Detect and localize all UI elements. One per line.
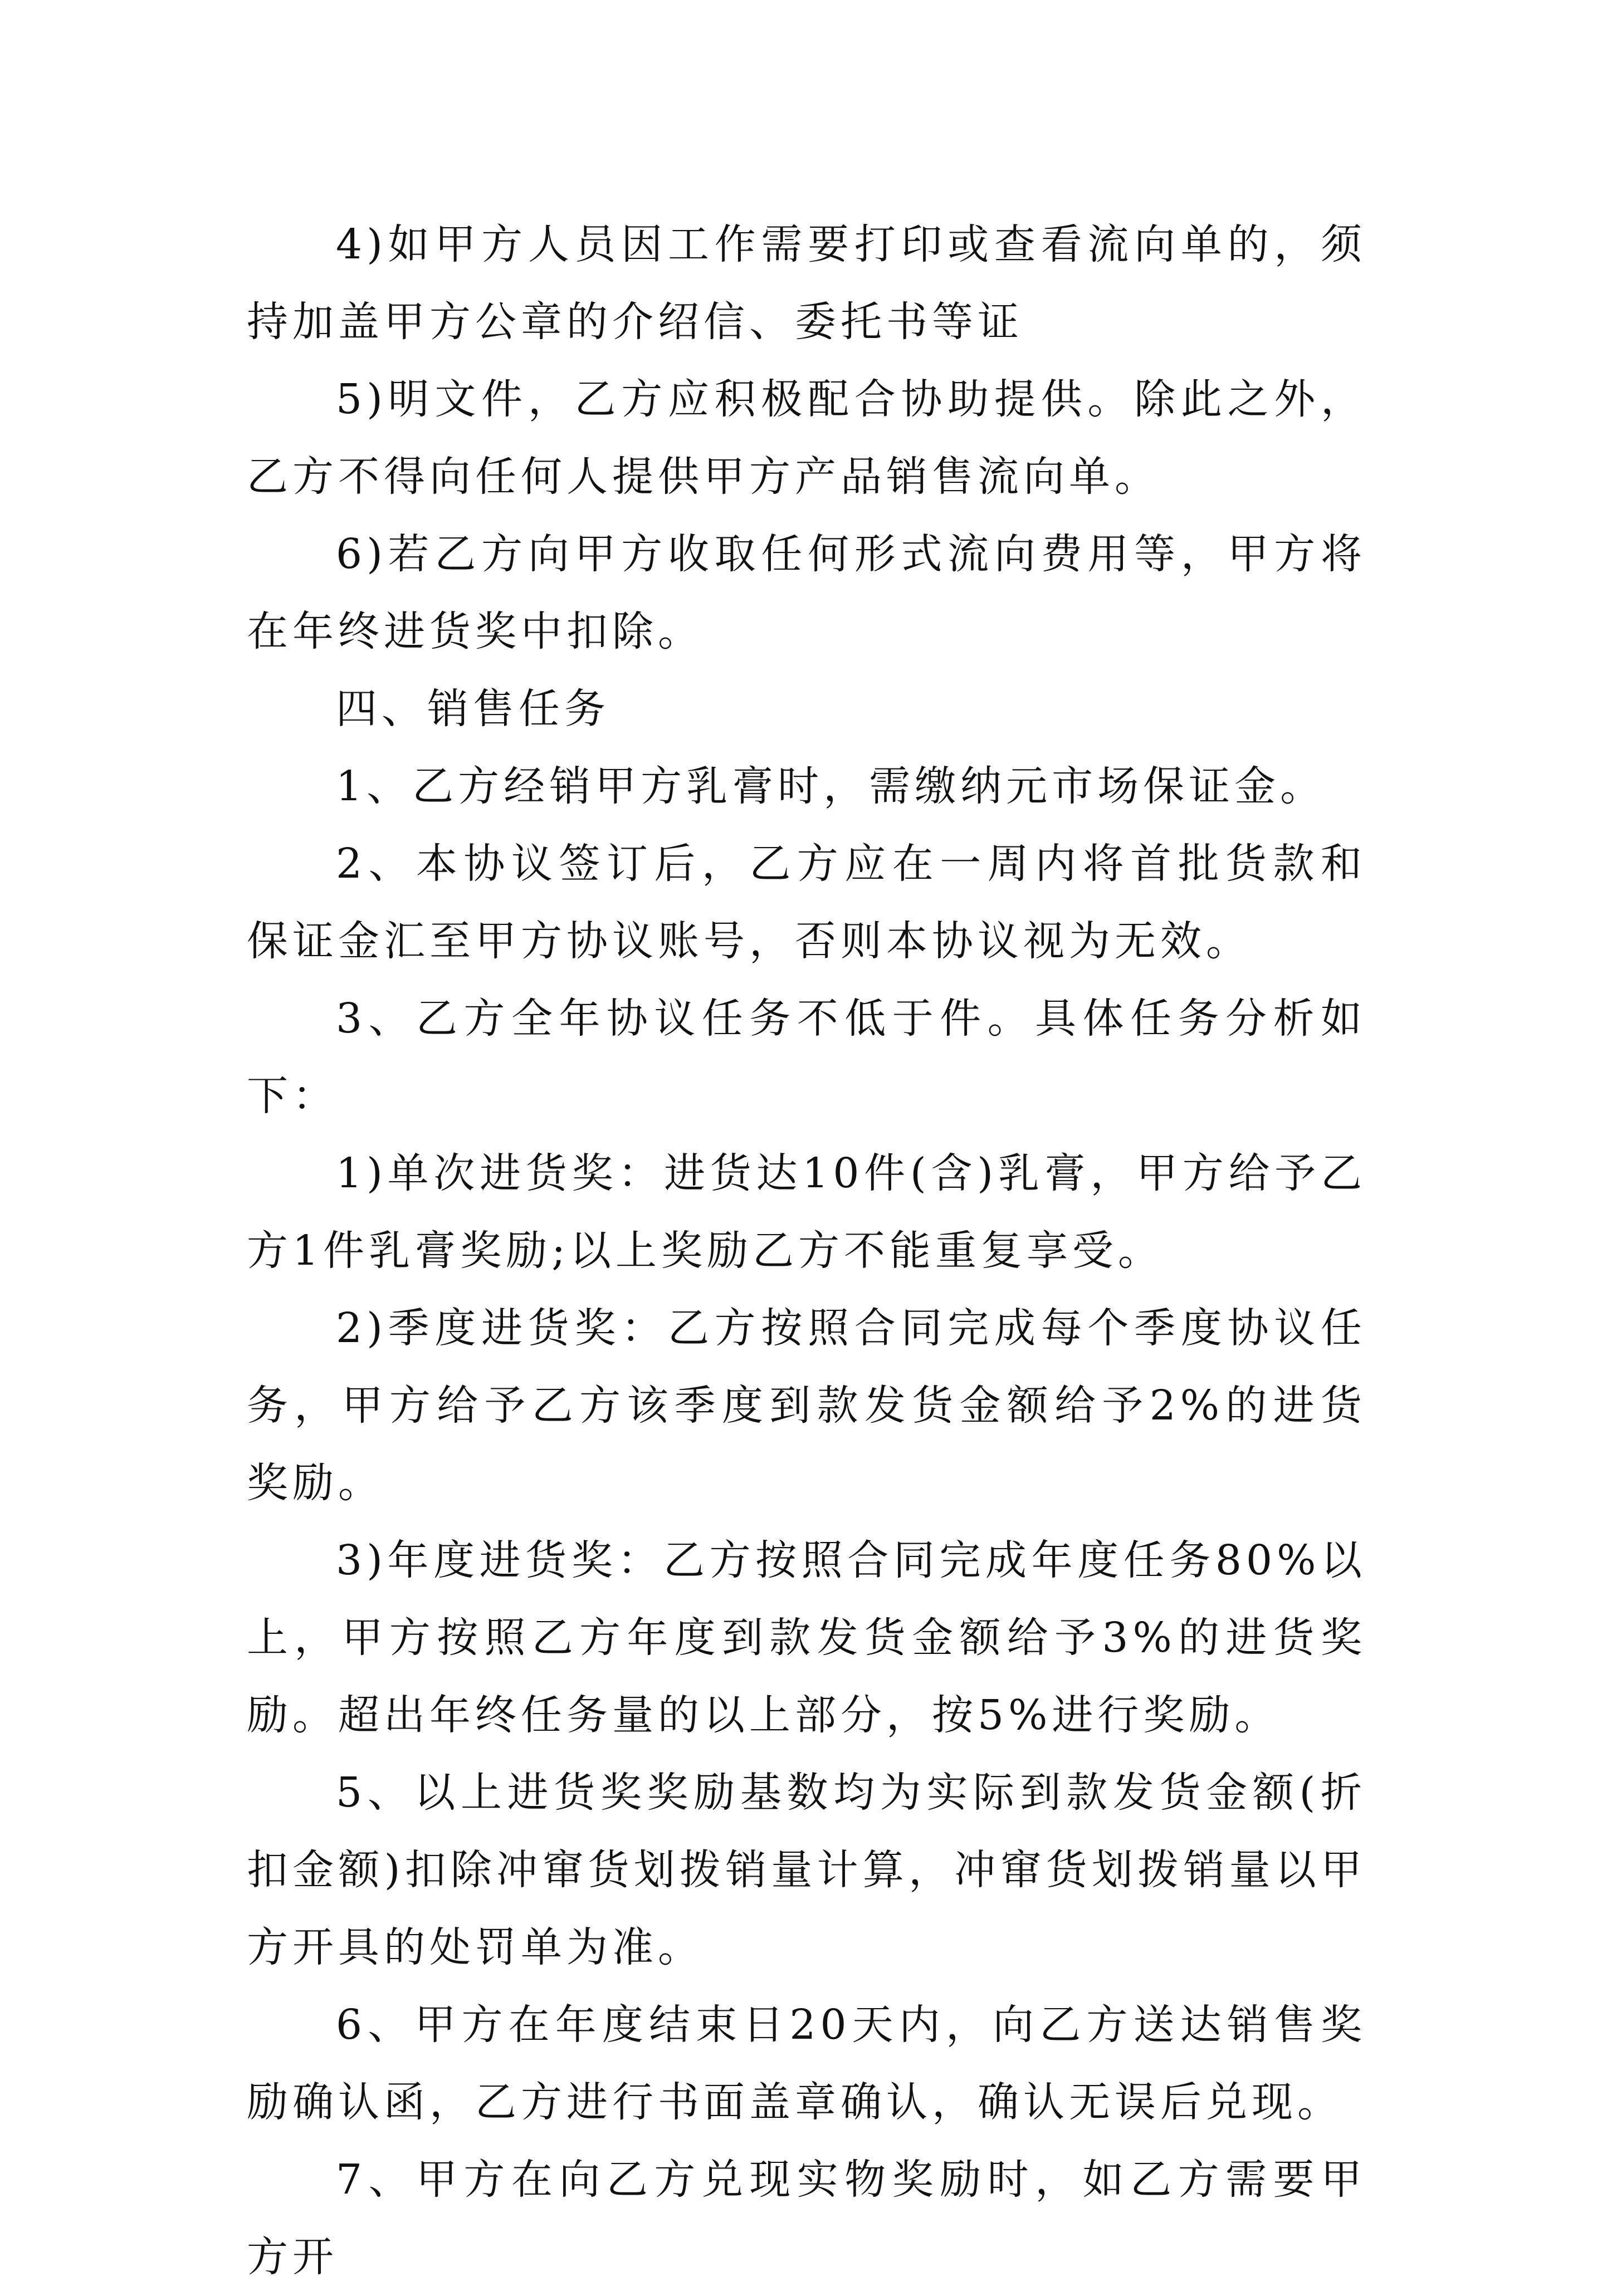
paragraph-quarterly-reward: 2)季度进货奖：乙方按照合同完成每个季度协议任务，甲方给予乙方该季度到款发货金额给予2%的进货奖励。 <box>247 1304 1366 1507</box>
paragraph-annual-task: 3、乙方全年协议任务不低于件。具体任务分析如下： <box>247 995 1366 1120</box>
paragraph-single-purchase-reward: 1)单次进货奖：进货达10件(含)乳膏，甲方给予乙方1件乳膏奖励;以上奖励乙方不能重复享受。 <box>247 1149 1366 1275</box>
paragraph-reward-confirmation: 6、甲方在年度结束日20天内，向乙方送达销售奖励确认函，乙方进行书面盖章确认，确认无误后兑现。 <box>247 2001 1366 2126</box>
paragraph-market-deposit: 1、乙方经销甲方乳膏时，需缴纳元市场保证金。 <box>336 762 1326 810</box>
paragraph-physical-reward: 7、甲方在向乙方兑现实物奖励时，如乙方需要甲方开 <box>247 2156 1366 2281</box>
paragraph-printing-flow-list: 4)如甲方人员因工作需要打印或查看流向单的，须持加盖甲方公章的介绍信、委托书等证 <box>247 221 1366 346</box>
paragraph-reward-base: 5、以上进货奖奖励基数均为实际到款发货金额(折扣金额)扣除冲窜货划拨销量计算，冲窜货划拨销量以甲方开具的处罚单为准。 <box>247 1769 1366 1971</box>
document-body <box>247 206 1366 2296</box>
paragraph-flow-fee-deduction: 6)若乙方向甲方收取任何形式流向费用等，甲方将在年终进货奖中扣除。 <box>247 530 1366 655</box>
paragraph-cooperation: 5)明文件，乙方应积极配合协助提供。除此之外，乙方不得向任何人提供甲方产品销售流向单。 <box>247 375 1366 501</box>
paragraph-first-payment: 2、本协议签订后，乙方应在一周内将首批货款和保证金汇至甲方协议账号，否则本协议视为无效。 <box>247 840 1366 965</box>
paragraph-annual-reward: 3)年度进货奖：乙方按照合同完成年度任务80%以上，甲方按照乙方年度到款发货金额给予3%的进货奖励。超出年终任务量的以上部分，按5%进行奖励。 <box>247 1536 1366 1739</box>
section-heading-sales-task: 四、销售任务 <box>336 685 610 733</box>
